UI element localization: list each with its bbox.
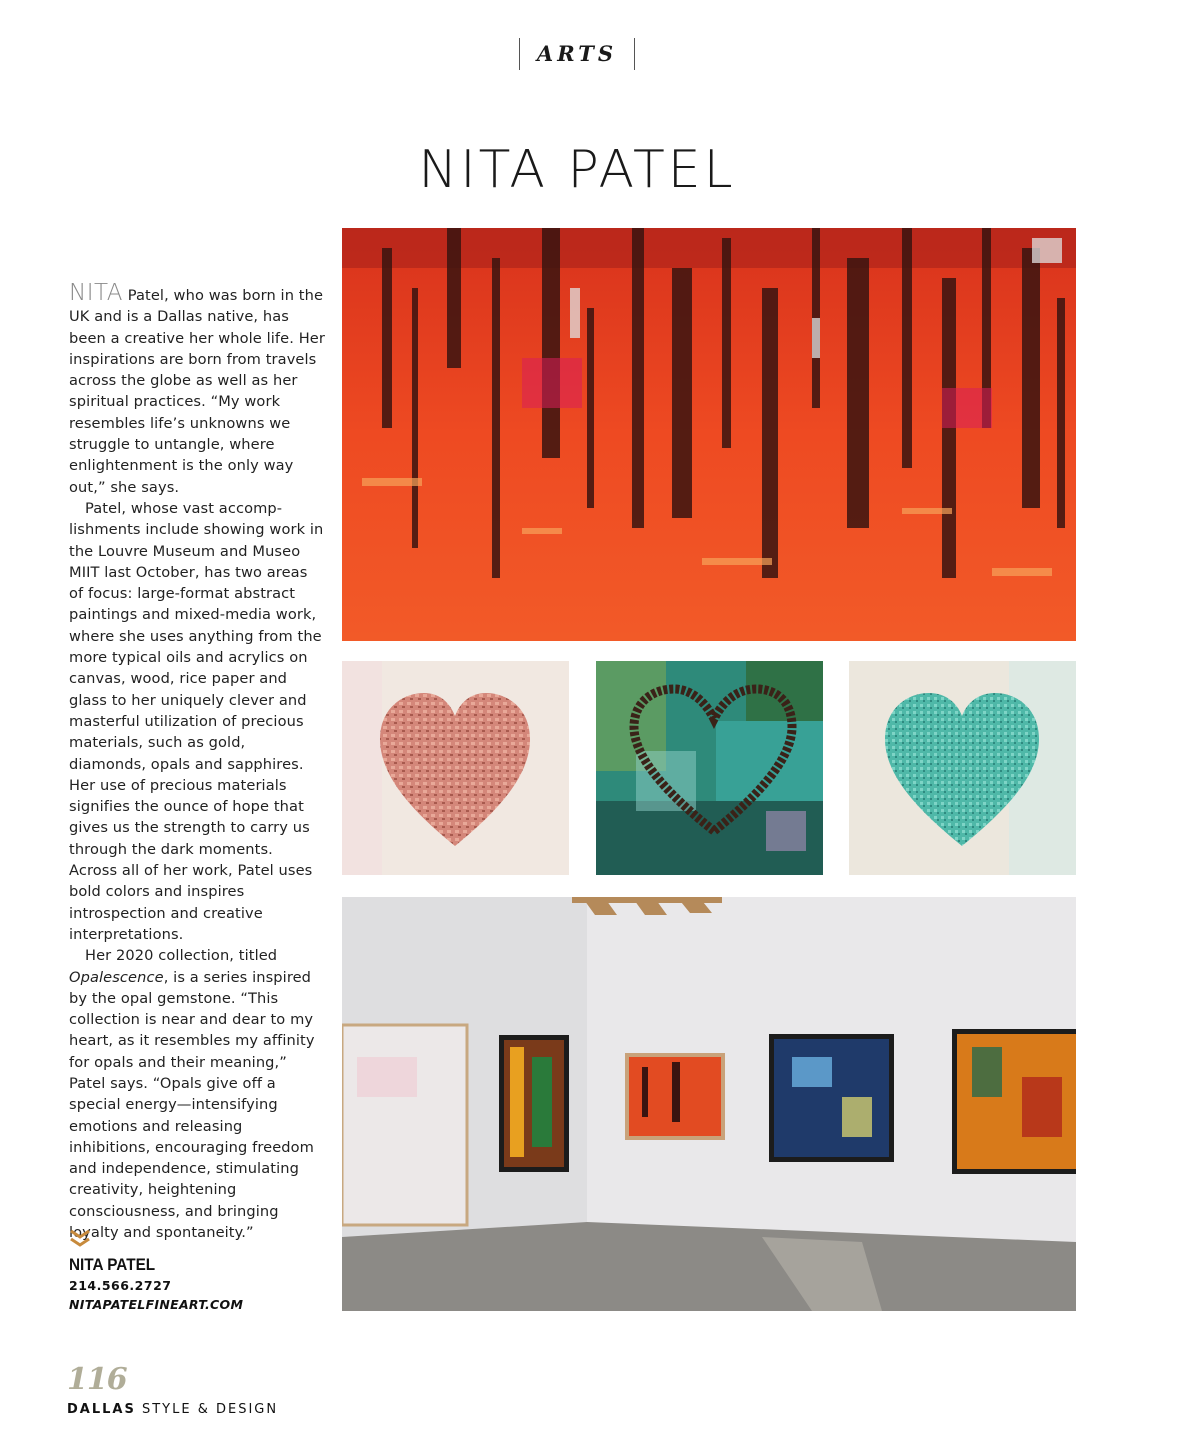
section-label — [519, 38, 635, 70]
coral-heart-image — [342, 661, 569, 875]
contact-name: NITA PATEL — [69, 1255, 156, 1274]
paragraph-2: Patel, whose vast accomp-lishments include showing work in the Louvre Museum and Museo MIIT last October, has two areas of focus: large-format abstract paintings and mixed-media work, where she uses anything from the more typical oils and acrylics on canvas, wood, rice paper and glass to her uniquely clever and masterful utilization of precious materials, such as gold, diamonds, opals and sapphires. Her use of precious materials signifies the ounce of hope that gives us the strength to carry us through the dark moments. Across all of her work, Patel uses bold colors and inspires introspection and creative interpretations. — [69, 499, 324, 943]
collection-title: Opalescence — [69, 968, 164, 986]
turquoise-heart-image — [849, 661, 1076, 875]
section-label-text: ARTS — [536, 41, 618, 66]
chevron-down-icon — [69, 1228, 91, 1248]
paragraph-3 — [69, 945, 325, 1243]
paragraph-1-text: Patel, who was born in the UK and is a Dallas native, has been a creative her whole life. Her inspirations are born from travels across the globe as well as her spiritual practices. “My work resembles life’s unknowns we struggle to untangle, where enlightenment is the only way out,” she says. — [69, 287, 325, 496]
article-title: NITA PATEL — [418, 140, 736, 200]
article-body — [69, 280, 325, 1243]
paragraph-1 — [69, 280, 325, 498]
paragraph-3-text-a: Her 2020 collection, titled — [85, 947, 278, 965]
contact-website[interactable]: NITAPATELFINEART.COM — [69, 1297, 244, 1312]
contact-phone: 214.566.2727 — [69, 1278, 172, 1293]
heart-outline-image — [596, 661, 823, 875]
red-abstract-painting-image — [342, 228, 1076, 641]
gallery-installation-image — [342, 897, 1076, 1311]
magazine-name-rest: STYLE & DESIGN — [135, 1402, 279, 1417]
paragraph-3-text-b: , is a series inspired by the opal gemstone. “This collection is near and dear to my heart, as it resembles my affinity for opals and their meaning,” Patel says. “Opals give off a special energy—intensifying emotions and releasing inhibitions, encouraging freedom and independence, stimulating creativity, heightening consciousness, and bringing loyalty and spontaneity.” — [69, 968, 315, 1242]
page-number: 116 — [67, 1362, 127, 1397]
magazine-name — [67, 1402, 278, 1417]
dropcap: NITA — [69, 280, 123, 306]
magazine-name-bold: DALLAS — [67, 1402, 136, 1417]
